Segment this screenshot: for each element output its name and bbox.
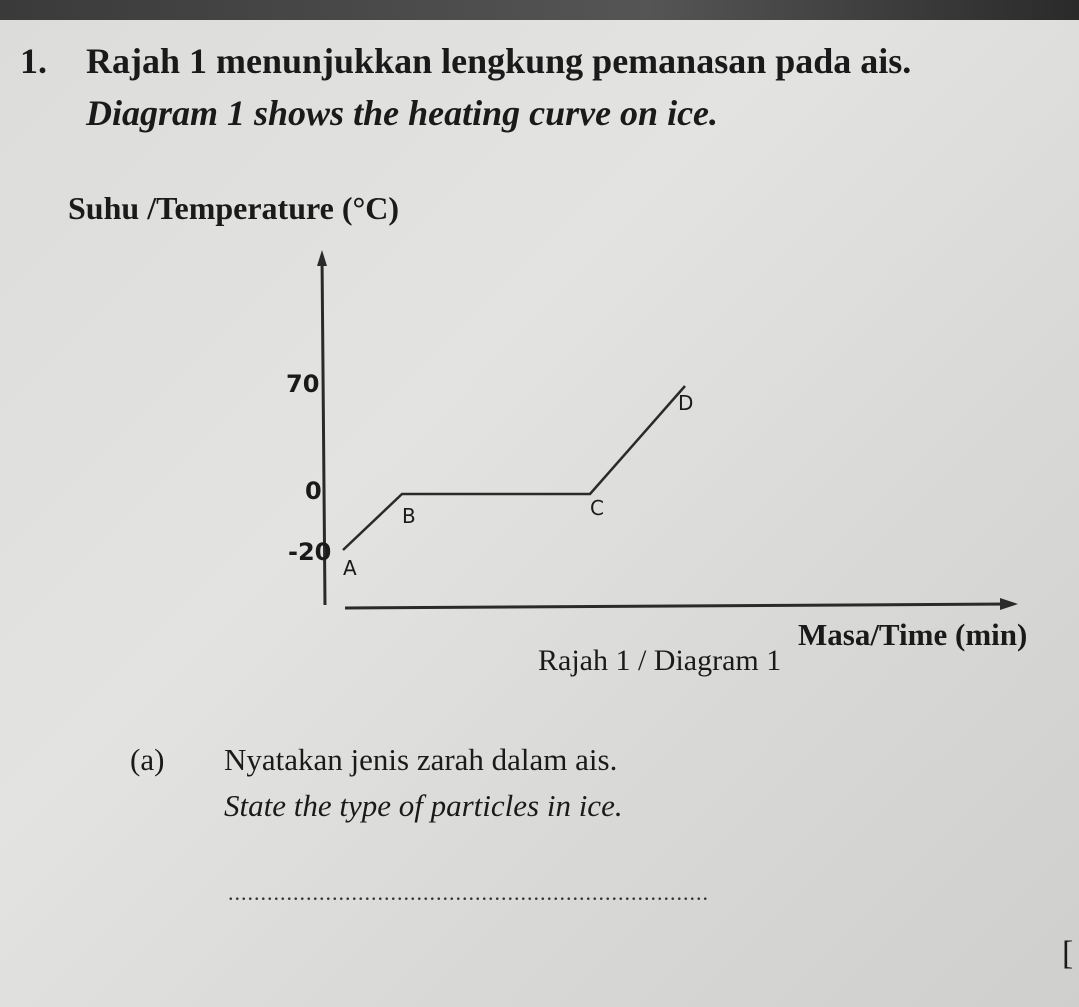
heating-curve-line	[343, 386, 685, 550]
y-axis-label: Suhu /Temperature (°C)	[68, 190, 400, 226]
point-label-b: B	[402, 504, 416, 528]
question-text-malay: Rajah 1 menunjukkan lengkung pemanasan pada ais.	[86, 41, 912, 81]
x-axis-label: Masa/Time (min)	[798, 617, 1028, 652]
point-label-c: C	[590, 496, 604, 520]
part-a-text-malay: Nyatakan jenis zarah dalam ais.	[224, 742, 618, 777]
point-label-a: A	[343, 556, 357, 580]
part-a-label: (a)	[130, 742, 165, 777]
y-tick-label: 70	[286, 370, 320, 398]
y-tick-label: -20	[288, 538, 332, 566]
y-tick-label: 0	[305, 477, 322, 505]
answer-line[interactable]: ..........................................................................	[228, 880, 709, 905]
marks-bracket: [	[1062, 935, 1074, 972]
question-number: 1.	[20, 41, 47, 81]
diagram-caption: Rajah 1 / Diagram 1	[538, 644, 782, 677]
x-axis-arrowhead	[1000, 598, 1018, 610]
point-label-d: D	[678, 391, 694, 415]
x-axis	[345, 604, 1010, 608]
question-text-english: Diagram 1 shows the heating curve on ice.	[86, 93, 719, 133]
y-axis-arrowhead	[317, 250, 327, 266]
part-a-text-english: State the type of particles in ice.	[224, 788, 623, 823]
